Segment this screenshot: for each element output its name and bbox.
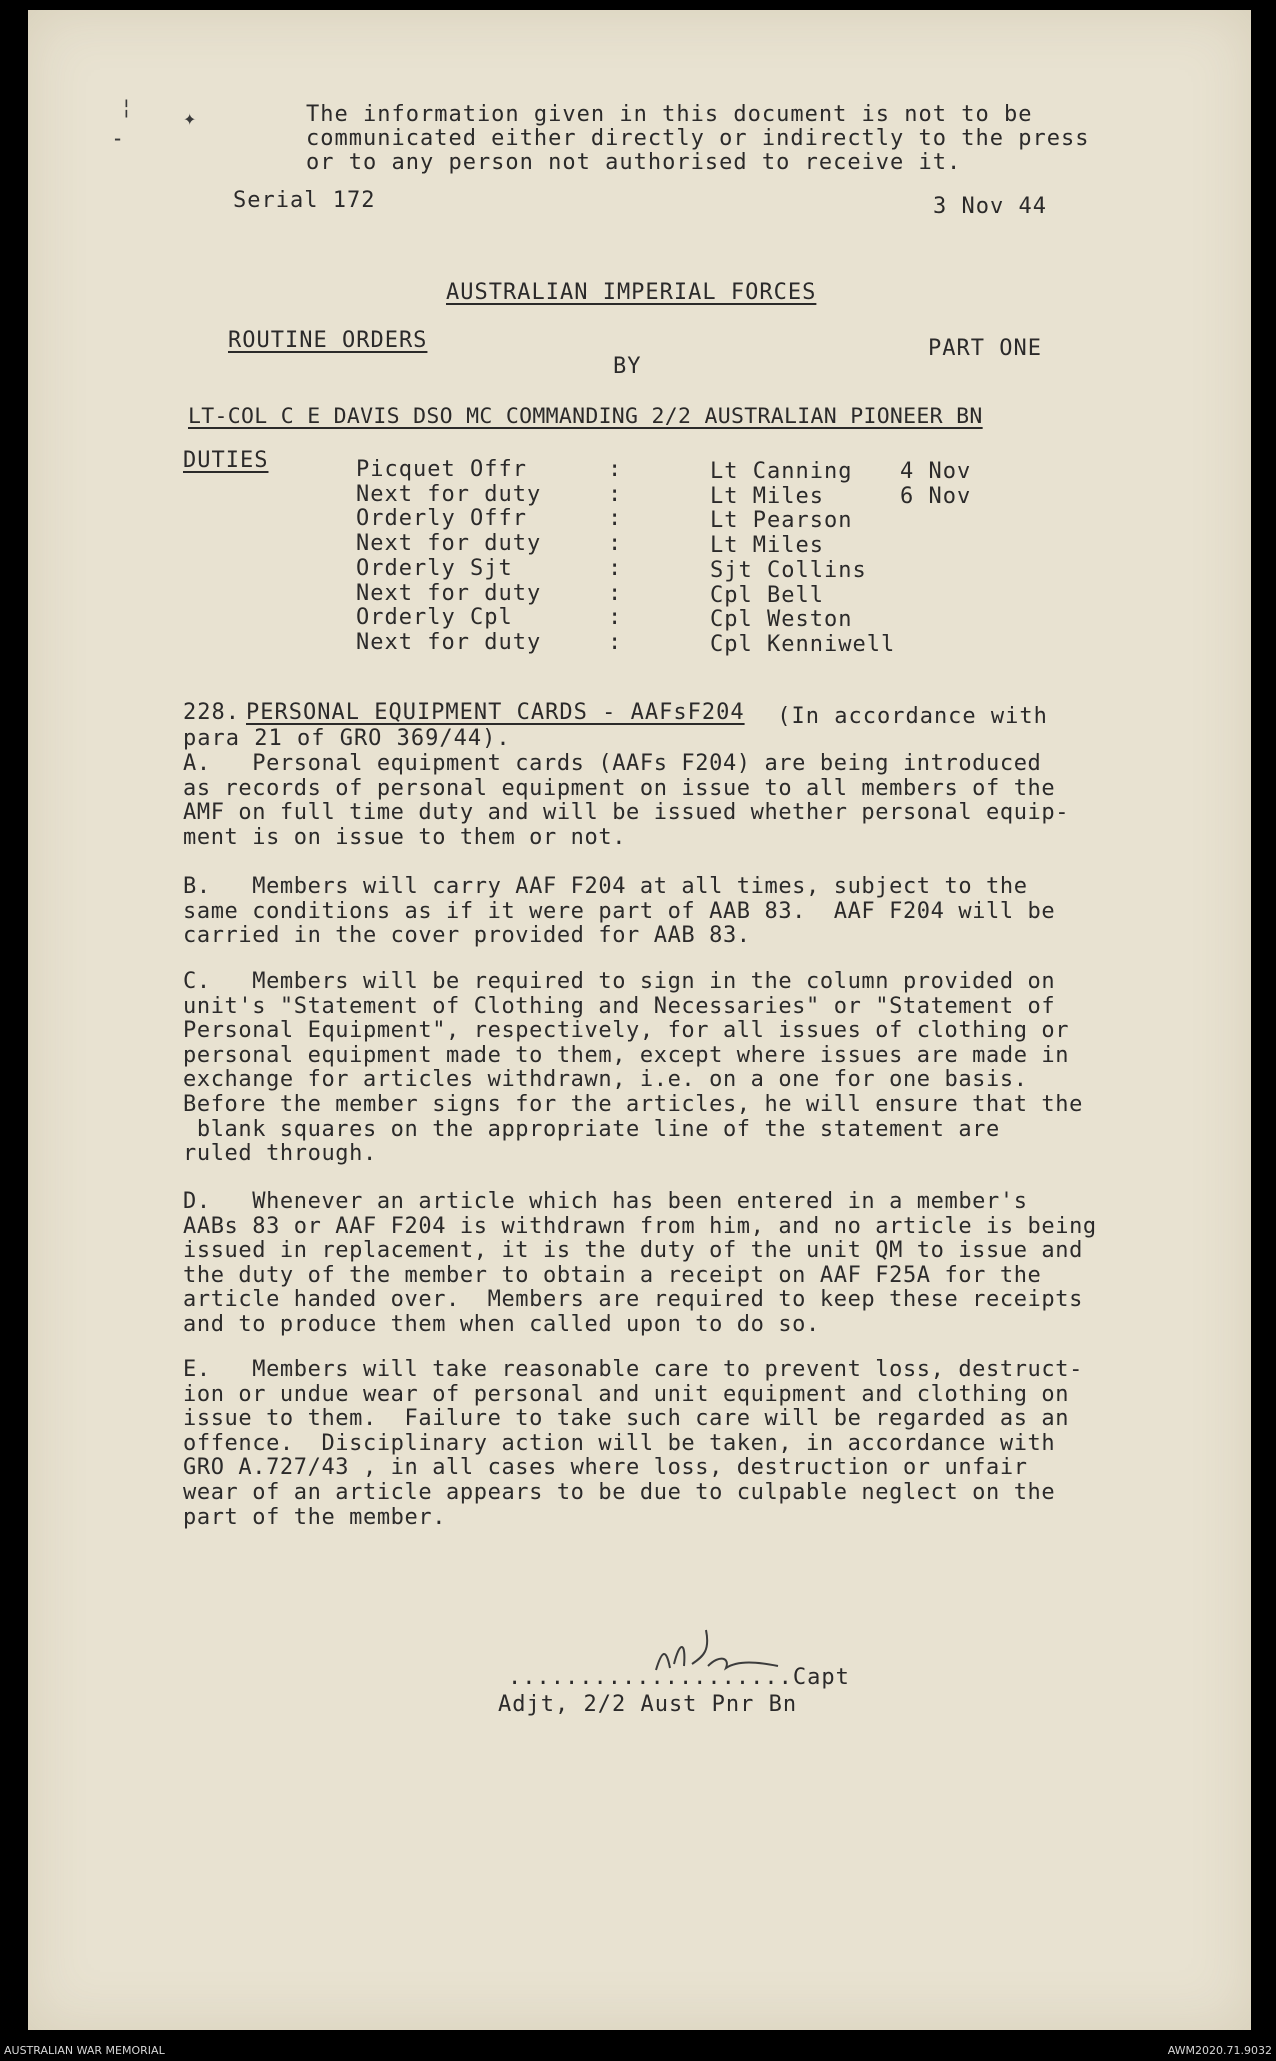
paragraph-line: ion or undue wear of personal and unit equipment and clothing on: [183, 1381, 1070, 1407]
part-label: PART ONE: [928, 336, 1042, 361]
paragraph-line: wear of an article appears to be due to culpable neglect on the: [183, 1479, 1056, 1505]
duty-separator: :: [608, 605, 623, 631]
paragraph-line: blank squares on the appropriate line of the statement are: [183, 1116, 1000, 1142]
paragraph-line: carried in the cover provided for AAB 83.: [183, 923, 751, 949]
duty-role: Orderly Sjt: [356, 555, 513, 581]
duty-role: Next for duty: [356, 481, 542, 507]
duty-name: Lt Miles: [710, 483, 824, 509]
paragraph-line: ment is on issue to them or not.: [183, 824, 627, 850]
duty-name: Sjt Collins: [710, 557, 867, 583]
duty-name: Lt Pearson: [710, 508, 853, 534]
paragraph-line: unit's "Statement of Clothing and Necessaries" or "Statement of: [183, 993, 1056, 1019]
duty-separator: :: [608, 531, 623, 557]
duty-name: Cpl Bell: [710, 582, 824, 608]
duty-role: Next for duty: [356, 531, 542, 557]
margin-mark: ✦: [183, 110, 197, 129]
duty-name: Lt Miles: [710, 533, 824, 559]
footer-right: AWM2020.71.9032: [1167, 2044, 1272, 2057]
duty-separator: :: [608, 506, 623, 532]
duty-separator: :: [608, 580, 623, 606]
order-paragraph-a: [183, 752, 1069, 850]
paragraph-line: and to produce them when called upon to do so.: [183, 1311, 820, 1337]
order-title: PERSONAL EQUIPMENT CARDS - AAFsF204: [246, 700, 745, 725]
paragraph-line: Before the member signs for the articles, he will ensure that the: [183, 1091, 1083, 1117]
order-reference: para 21 of GRO 369/44).: [183, 726, 511, 751]
paragraph-line: D. Whenever an article which has been entered in a member's: [183, 1189, 1028, 1214]
duty-separator: :: [608, 457, 623, 482]
notice-line: or to any person not authorised to receive it.: [306, 150, 962, 175]
duty-role: Next for duty: [356, 629, 542, 655]
paragraph-line: personal equipment made to them, except where issues are made in: [183, 1042, 1070, 1068]
paragraph-line: article handed over. Members are required to keep these receipts: [183, 1287, 1083, 1313]
paragraph-line: as records of personal equipment on issue to all members of the: [183, 775, 1056, 801]
commander-line: LT-COL C E DAVIS DSO MC COMMANDING 2/2 AUSTRALIAN PIONEER BN: [188, 404, 983, 429]
paragraph-line: issue to them. Failure to take such care will be regarded as an: [183, 1406, 1070, 1432]
paragraph-line: issued in replacement, it is the duty of the unit QM to issue and: [183, 1238, 1083, 1264]
duty-date: 4 Nov: [900, 459, 972, 484]
order-number: 228.: [183, 700, 240, 725]
footer-left: AUSTRALIAN WAR MEMORIAL: [4, 2044, 165, 2057]
order-paragraph-d: [183, 1190, 1097, 1338]
paragraph-line: offence. Disciplinary action will be taken, in accordance with: [183, 1430, 1056, 1456]
duty-role: Orderly Offr: [356, 506, 527, 532]
paragraph-line: AABs 83 or AAF F204 is withdrawn from him, and no article is being: [183, 1213, 1097, 1239]
duty-name: Cpl Weston: [710, 607, 853, 633]
duty-separator: :: [608, 481, 623, 507]
routine-orders-title: ROUTINE ORDERS: [228, 328, 428, 353]
duties-heading: DUTIES: [183, 448, 269, 473]
by-label: BY: [613, 354, 642, 379]
signature-line: ....................Capt: [508, 1665, 850, 1690]
duty-role: Next for duty: [356, 580, 542, 606]
paragraph-line: B. Members will carry AAF F204 at all times, subject to the: [183, 874, 1028, 899]
paragraph-line: part of the member.: [183, 1504, 447, 1530]
duty-role: Picquet Offr: [356, 457, 527, 482]
paragraph-line: AMF on full time duty and will be issued whether personal equip-: [183, 800, 1070, 826]
paragraph-line: E. Members will take reasonable care to prevent loss, destruct-: [183, 1357, 1083, 1382]
paragraph-line: ruled through.: [183, 1141, 377, 1167]
paragraph-line: same conditions as if it were part of AAB 83. AAF F204 will be: [183, 898, 1056, 924]
order-title-rest: (In accordance with: [763, 704, 1048, 729]
paragraph-line: GRO A.727/43 , in all cases where loss, destruction or unfair: [183, 1455, 1028, 1481]
margin-mark: ¦: [123, 95, 130, 119]
force-title: AUSTRALIAN IMPERIAL FORCES: [446, 280, 817, 305]
paragraph-line: exchange for articles withdrawn, i.e. on a one for one basis.: [183, 1067, 1028, 1093]
notice-line: The information given in this document is not to be: [306, 102, 1033, 127]
margin-mark: ⁃: [113, 130, 122, 151]
document-page: [28, 10, 1251, 2030]
notice-line: communicated either directly or indirectly to the press: [306, 126, 1090, 151]
duty-date: 6 Nov: [900, 483, 972, 509]
duty-name: Lt Canning: [710, 459, 853, 484]
paragraph-line: A. Personal equipment cards (AAFs F204) are being introduced: [183, 751, 1042, 776]
serial-number: Serial 172: [233, 188, 376, 213]
paragraph-line: C. Members will be required to sign in the column provided on: [183, 969, 1056, 994]
paragraph-line: Personal Equipment", respectively, for all issues of clothing or: [183, 1018, 1070, 1044]
order-paragraph-b: [183, 875, 1055, 949]
order-paragraph-e: [183, 1358, 1083, 1530]
paragraph-line: the duty of the member to obtain a receipt on AAF F25A for the: [183, 1262, 1042, 1288]
signature-title: Adjt, 2/2 Aust Pnr Bn: [498, 1692, 798, 1717]
duty-role: Orderly Cpl: [356, 605, 513, 631]
duty-name: Cpl Kenniwell: [710, 631, 896, 657]
duty-separator: :: [608, 555, 623, 581]
duty-separator: :: [608, 629, 623, 655]
order-paragraph-c: [183, 970, 1083, 1167]
order-date: 3 Nov 44: [933, 194, 1047, 219]
